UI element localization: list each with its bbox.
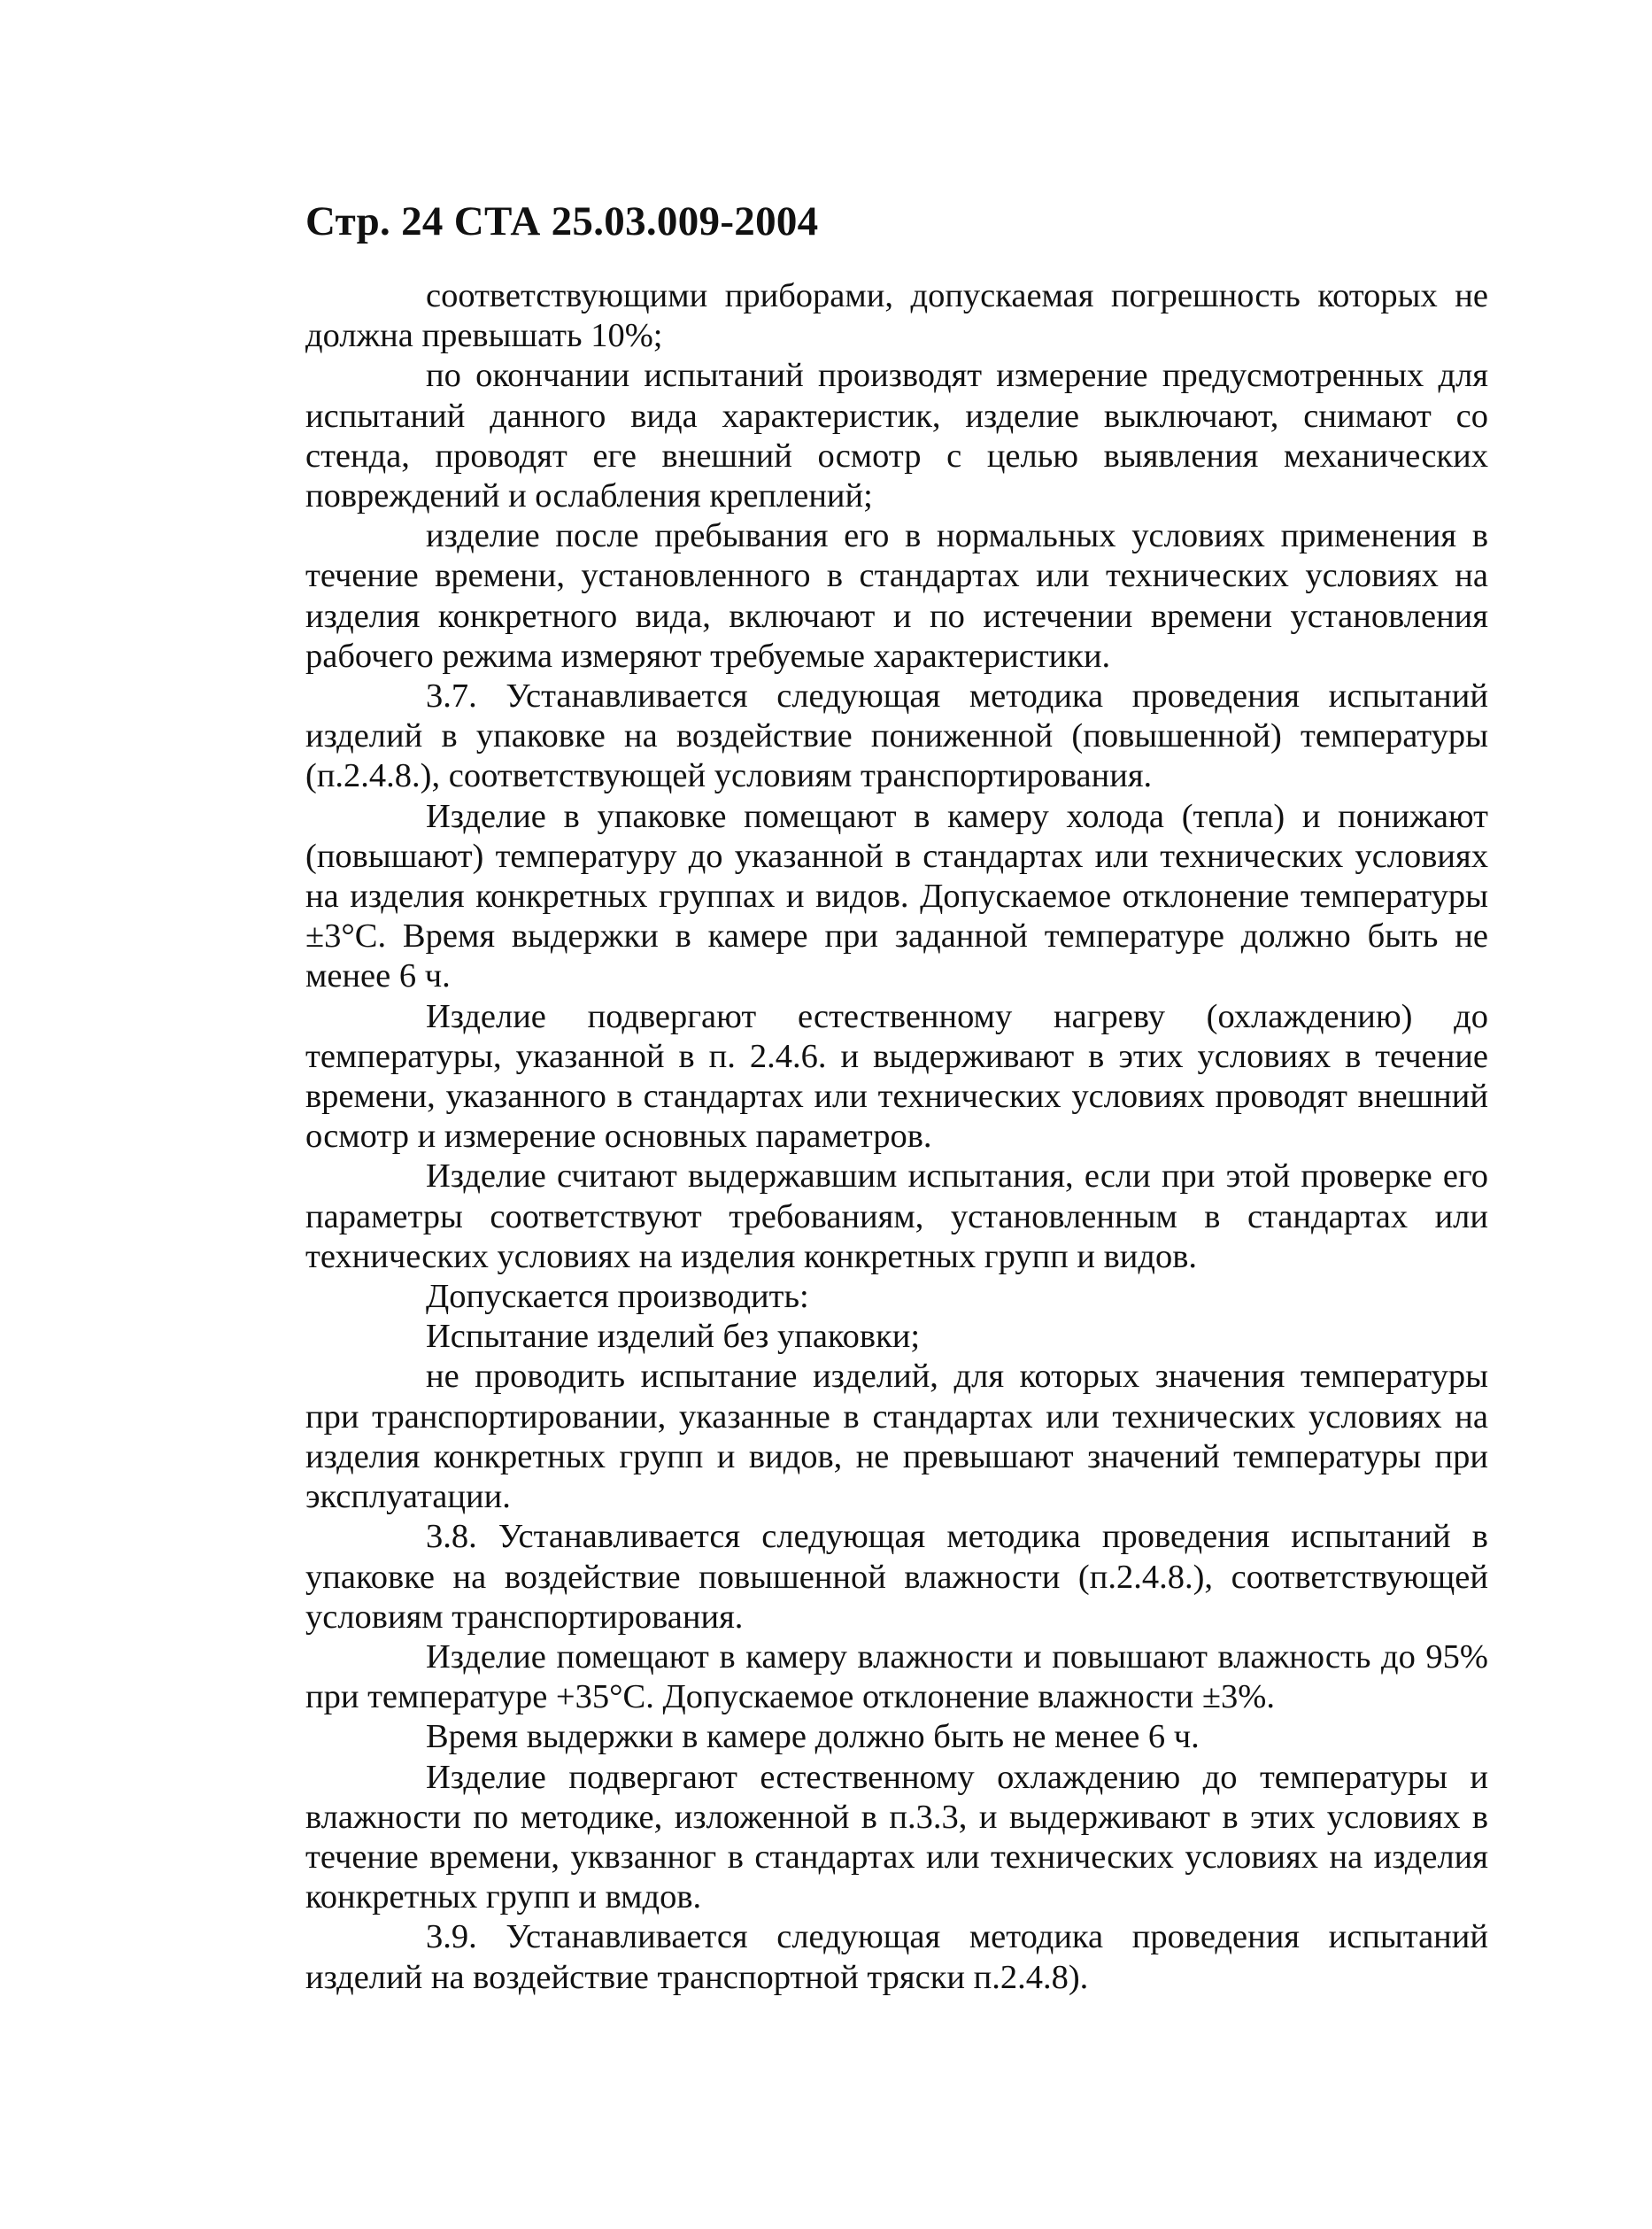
page-header: Стр. 24 СТА 25.03.009-2004	[305, 198, 819, 244]
paragraph: Испытание изделий без упаковки;	[426, 1318, 921, 1356]
paragraph: по окончании испытаний производят измерение предусмотренных для испытаний данного вида характеристик, изделие выключают, снимают со стенда, проводят еге внешний осмотр с целью выявления механических повреждений и ослабления креплений;	[305, 357, 1488, 515]
paragraph: Допускается производить:	[426, 1278, 809, 1316]
paragraph-section-3-9: 3.9. Устанавливается следующая методика проведения испытаний изделий на воздействие транспортной тряски п.2.4.8).	[305, 1918, 1488, 1996]
document-body	[305, 276, 1488, 1998]
paragraph-section-3-8: 3.8. Устанавливается следующая методика проведения испытаний в упаковке на воздействие повышенной влажности (п.2.4.8.), соответствующей условиям транспортирования.	[305, 1518, 1488, 1636]
paragraph: Изделие подвергают естественному нагреву (охлаждению) до температуры, указанной в п. 2.4.6. и выдерживают в этих условиях в течение времени, указанного в стандартах или технических условиях проводят внешний осмотр и измерение основных параметров.	[305, 997, 1488, 1156]
paragraph: не проводить испытание изделий, для которых значения температуры при транспортировании, указанные в стандартах или технических условиях на изделия конкретных групп и видов, не превышают значений температуры при эксплуатации.	[305, 1358, 1488, 1516]
paragraph: Время выдержки в камере должно быть не менее 6 ч.	[426, 1718, 1200, 1756]
paragraph: изделие после пребывания его в нормальных условиях применения в течение времени, установленного в стандартах или технических условиях на изделия конкретного вида, включают и по истечении времени установления рабочего режима измеряют требуемые характеристики.	[305, 517, 1488, 675]
paragraph-section-3-7: 3.7. Устанавливается следующая методика проведения испытаний изделий в упаковке на воздействие пониженной (повышенной) температуры (п.2.4.8.), соответствующей условиям транспортирования.	[305, 677, 1488, 795]
paragraph: Изделие считают выдержавшим испытания, если при этой проверке его параметры соответствуют требованиям, установленным в стандартах или технических условиях на изделия конкретных групп и видов.	[305, 1157, 1488, 1275]
paragraph: Изделие помещают в камеру влажности и повышают влажность до 95% при температуре +35°С. Допускаемое отклонение влажности ±3%.	[305, 1637, 1488, 1716]
paragraph: соответствующими приборами, допускаемая погрешность которых не должна превышать 10%;	[305, 277, 1488, 355]
paragraph: Изделие в упаковке помещают в камеру холода (тепла) и понижают (повышают) температуру до указанной в стандартах или технических условиях на изделия конкретных группах и видов. Допускаемое отклонение температуры ±3°С. Время выдержки в камере при заданной температуре должно быть не менее 6 ч.	[305, 797, 1488, 995]
paragraph: Изделие подвергают естественному охлаждению до температуры и влажности по методике, изложенной в п.3.3, и выдерживают в этих условиях в течение времени, уквзанног в стандартах или технических условиях на изделия конкретных групп и вмдов.	[305, 1758, 1488, 1916]
